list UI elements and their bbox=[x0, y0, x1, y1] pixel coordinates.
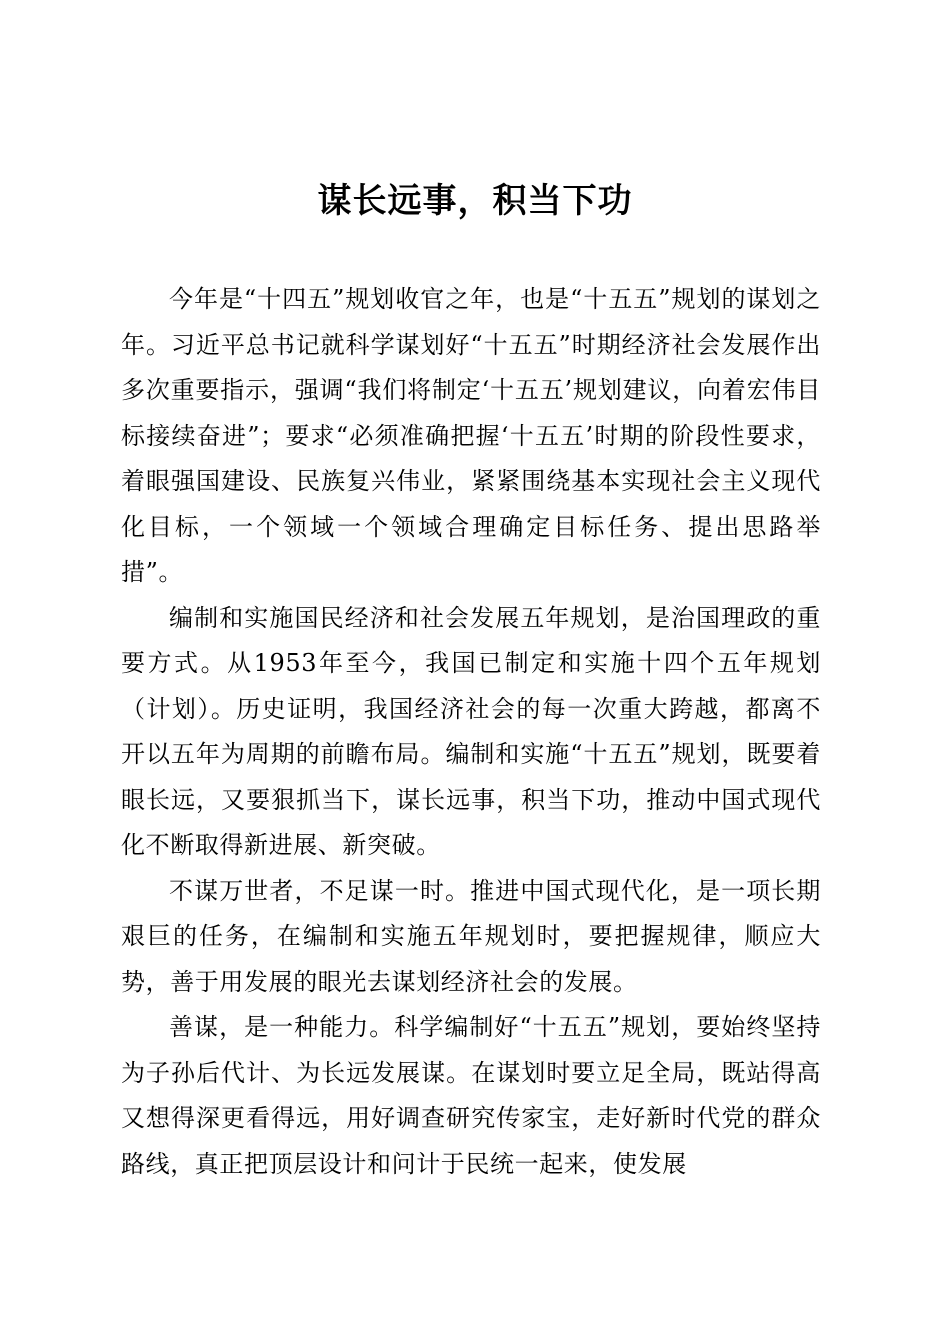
document-body bbox=[121, 277, 821, 1187]
paragraph-1: 今年是“十四五”规划收官之年，也是“十五五”规划的谋划之年。习近平总书记就科学谋划好“十五五”时期经济社会发展作出多次重要指示，强调“我们将制定‘十五五’规划建议，向着宏伟目标接续奋进”；要求“必须准确把握‘十五五’时期的阶段性要求，着眼强国建设、民族复兴伟业，紧紧围绕基本实现社会主义现代化目标，一个领域一个领域合理确定目标任务、提出思路举措”。 bbox=[121, 285, 821, 586]
paragraph-3: 不谋万世者，不足谋一时。推进中国式现代化，是一项长期艰巨的任务，在编制和实施五年规划时，要把握规律，顺应大势，善于用发展的眼光去谋划经济社会的发展。 bbox=[121, 876, 821, 996]
paragraph-2: 编制和实施国民经济和社会发展五年规划，是治国理政的重要方式。从1953年至今，我国已制定和实施十四个五年规划（计划）。历史证明，我国经济社会的每一次重大跨越，都离不开以五年为周期的前瞻布局。编制和实施“十五五”规划，既要着眼长远，又要狠抓当下，谋长远事，积当下功，推动中国式现代化不断取得新进展、新突破。 bbox=[121, 603, 821, 859]
paragraph-4: 善谋，是一种能力。科学编制好“十五五”规划，要始终坚持为子孙后代计、为长远发展谋。在谋划时要立足全局，既站得高又想得深更看得远，用好调查研究传家宝，走好新时代党的群众路线，真正把顶层设计和问计于民统一起来，使发展 bbox=[121, 1013, 821, 1178]
document-title: 谋长远事，积当下功 bbox=[317, 181, 633, 221]
